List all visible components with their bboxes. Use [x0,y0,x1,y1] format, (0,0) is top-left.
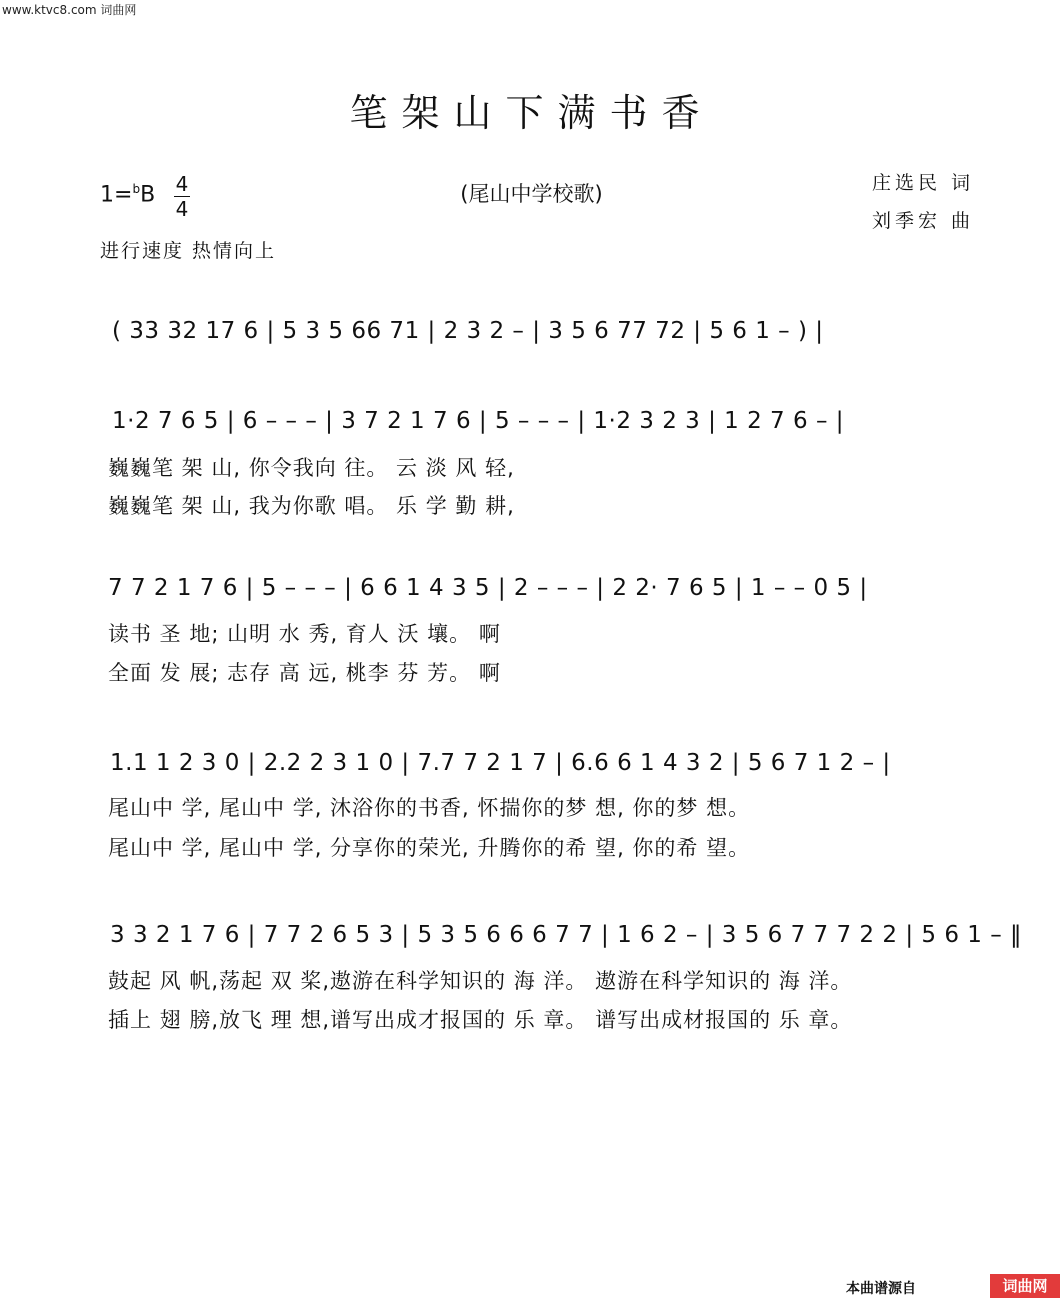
notation-line: 7 7 2 1 7 6 | 5 – – – | 6 6 1 4 3 5 | 2 – – – | 2 2· 7 6 5 | 1 – – 0 5 | [108,575,868,601]
meter-top: 4 [175,172,189,196]
meter-bottom: 4 [175,197,189,221]
lyricist-credit: 庄选民 词 [872,172,975,194]
key-note: B [140,182,156,208]
tempo-marking: 进行速度 热情向上 [100,240,277,262]
lyric-verse-2: 插上 翅 膀,放飞 理 想,谱写出成才报国的 乐 章。 谱写出成材报国的 乐 章。 [108,1008,853,1032]
composer-credit: 刘季宏 曲 [872,210,975,232]
key-prefix: 1= [100,182,133,208]
song-title: 笔架山下满书香 [349,91,714,135]
footer-logo[interactable]: 词曲网 [990,1274,1060,1298]
lyric-verse-1: 尾山中 学, 尾山中 学, 沐浴你的书香, 怀揣你的梦 想, 你的梦 想。 [108,796,751,820]
footer-source-label: 本曲谱源自 [846,1281,916,1297]
site-watermark: www.ktvc8.com 词曲网 [2,3,137,17]
notation-line: 1·2 7 6 5 | 6 – – – | 3 7 2 1 7 6 | 5 – – – | 1·2 3 2 3 | 1 2 7 6 – | [112,408,845,434]
notation-line: 3 3 2 1 7 6 | 7 7 2 6 5 3 | 5 3 5 6 6 6 7 7 | 1 6 2 – | 3 5 6 7 7 7 2 2 | 5 6 1 – ‖ [110,922,1023,948]
notation-line: 1.1 1 2 3 0 | 2.2 2 3 1 0 | 7.7 7 2 1 7 | 6.6 6 1 4 3 2 | 5 6 7 1 2 – | [110,750,891,776]
lyric-verse-2: 巍巍笔 架 山, 我为你歌 唱。 乐 学 勤 耕, [108,494,515,518]
lyric-verse-1: 读书 圣 地; 山明 水 秀, 育人 沃 壤。 啊 [108,622,501,646]
lyric-verse-2: 全面 发 展; 志存 高 远, 桃李 芬 芳。 啊 [108,661,501,685]
lyric-verse-2: 尾山中 学, 尾山中 学, 分享你的荣光, 升腾你的希 望, 你的希 望。 [108,836,751,860]
notation-line: ( 33 32 17 6 | 5 3 5 66 71 | 2 3 2 – | 3 5 6 77 72 | 5 6 1 – ) | [112,318,824,344]
lyric-verse-1: 巍巍笔 架 山, 你令我向 往。 云 淡 风 轻, [108,456,515,480]
song-subtitle: (尾山中学校歌) [460,182,603,206]
lyric-verse-1: 鼓起 风 帆,荡起 双 桨,遨游在科学知识的 海 洋。 遨游在科学知识的 海 洋。 [108,969,853,993]
key-flat: b [132,182,141,196]
